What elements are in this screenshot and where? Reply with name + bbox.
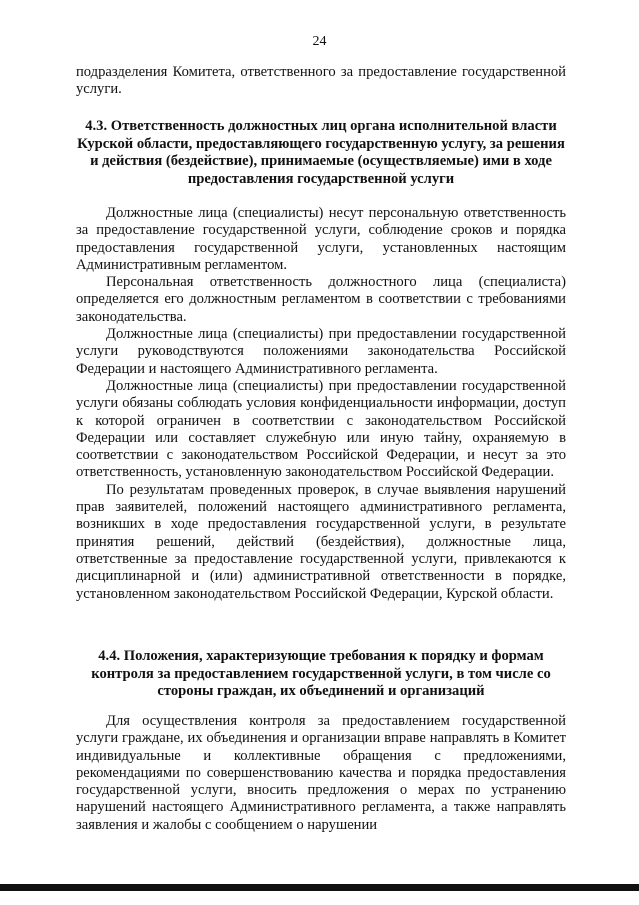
paragraph: По результатам проведенных проверок, в случае выявления нарушений прав заявителей, положений настоящего административного регламента, возникших в ходе предоставления государственной услуги, в результате принятия решений, действий (бездействия), должностные лица, ответственные за предоставление государственной услуги, привлекаются к дисциплинарной и (или) административной ответственности в порядке, установленном законодательством Российской Федерации, Курской области.: [76, 481, 566, 602]
top-continuation-text: [76, 64, 566, 99]
paragraph: Персональная ответственность должностного лица (специалиста) определяется его должностным регламентом в соответствии с требованиями законодательства.: [76, 274, 566, 325]
paragraph: Должностные лица (специалисты) несут персональную ответственность за предоставление государственной услуги, соблюдение сроков и порядка предоставления государственной услуги, установленных настоящим Административным регламентом.: [76, 205, 566, 273]
section-4-4-heading: 4.4. Положения, характеризующие требования к порядку и формам контроля за предоставлением государственной услуги, в том числе со стороны граждан, их объединений и организаций: [91, 648, 551, 699]
page-number: 24: [312, 34, 327, 49]
section-4-3-body: [76, 205, 566, 603]
paragraph: Должностные лица (специалисты) при предоставлении государственной услуги обязаны соблюдать условия конфиденциальности информации, доступ к которой ограничен в соответствии с законодательством Российской Федерации или составляет служебную или иную тайну, охраняемую в соответствии с законодательством Российской Федерации, и несут за это ответственность, установленную законодательством Российской Федерации.: [76, 377, 566, 481]
paragraph: Для осуществления контроля за предоставлением государственной услуги граждане, их объединения и организации вправе направлять в Комитет индивидуальные и коллективные обращения с предложениями, рекомендациями по совершенствованию качества и порядка предоставления государственной услуги, вносить предложения о мерах по устранению нарушений настоящего Административного регламента, а также направлять заявления и жалобы с сообщением о нарушении: [76, 713, 566, 833]
section-4-4-body: [76, 713, 566, 834]
paragraph: подразделения Комитета, ответственного за предоставление государственной услуги.: [76, 64, 566, 98]
scan-edge-bar: [0, 884, 639, 891]
section-4-3-heading: 4.3. Ответственность должностных лиц органа исполнительной власти Курской области, предоставляющего государственную услугу, за решения и действия (бездействие), принимаемые (осуществляемые) ими в ходе предоставления государственной услуги: [77, 118, 565, 187]
paragraph: Должностные лица (специалисты) при предоставлении государственной услуги руководствуются положениями законодательства Российской Федерации и настоящего Административного регламента.: [76, 326, 566, 377]
